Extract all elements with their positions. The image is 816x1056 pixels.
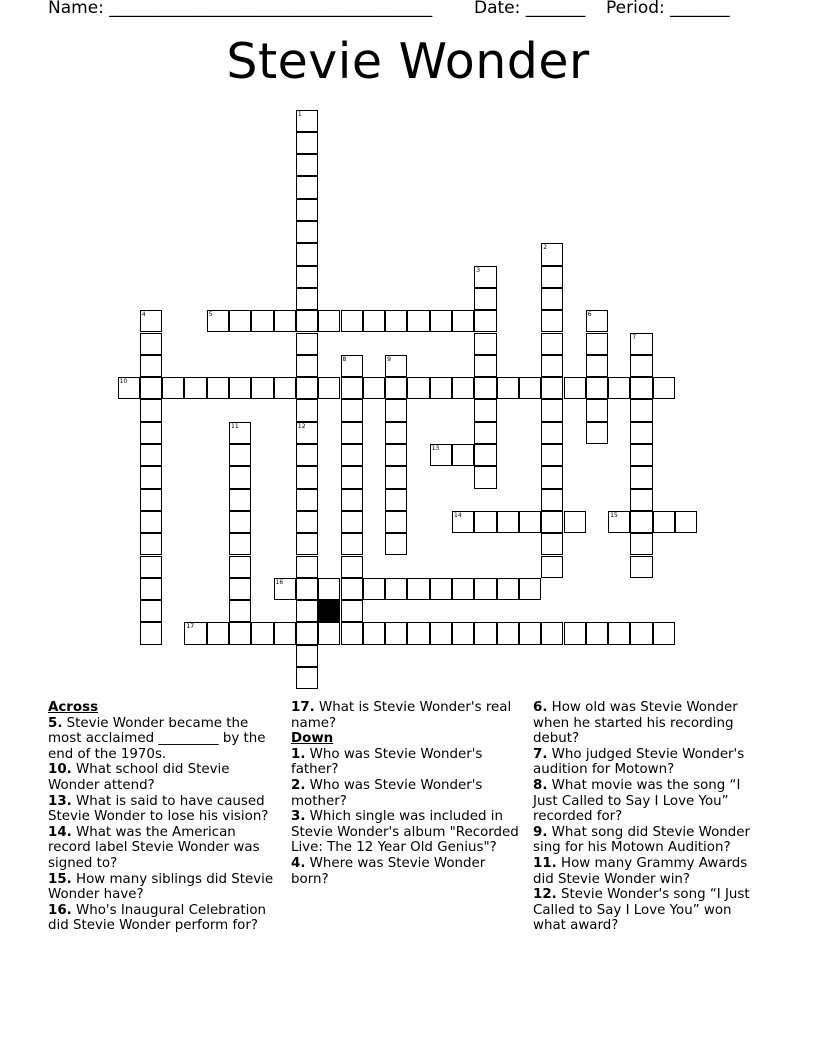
grid-cell[interactable] (385, 399, 407, 421)
grid-cell[interactable] (251, 310, 273, 332)
grid-cell[interactable] (229, 622, 251, 644)
grid-cell[interactable] (140, 377, 162, 399)
grid-cell[interactable] (229, 489, 251, 511)
grid-cell[interactable] (296, 310, 318, 332)
grid-cell[interactable] (497, 578, 519, 600)
grid-cell[interactable] (497, 377, 519, 399)
clue-down-2: 2. Who was Stevie Wonder's mother? (291, 777, 483, 809)
grid-cell[interactable] (296, 132, 318, 154)
grid-cell[interactable] (564, 377, 586, 399)
grid-cell[interactable] (341, 622, 363, 644)
grid-cell[interactable] (630, 377, 652, 399)
grid-cell[interactable] (630, 444, 652, 466)
grid-cell[interactable] (541, 333, 563, 355)
puzzle-title: Stevie Wonder (226, 33, 590, 90)
grid-cell[interactable] (296, 154, 318, 176)
grid-cell[interactable] (541, 444, 563, 466)
grid-cell[interactable] (341, 399, 363, 421)
grid-cell[interactable] (541, 377, 563, 399)
grid-cell[interactable] (541, 355, 563, 377)
grid-cell[interactable] (430, 578, 452, 600)
grid-cell[interactable] (630, 466, 652, 488)
cell-number: 12 (297, 422, 306, 430)
clue-across-17: 17. What is Stevie Wonder's real name? (291, 700, 512, 731)
cell-number: 8 (342, 355, 347, 363)
grid-cell[interactable] (318, 578, 340, 600)
cell-number: 4 (141, 311, 146, 319)
grid-cell[interactable] (541, 310, 563, 332)
clue-column-1 (48, 700, 280, 934)
cell-number: 5 (208, 311, 213, 319)
grid-cell[interactable] (296, 399, 318, 421)
grid-cell[interactable] (296, 489, 318, 511)
clue-down-7: 7. Who judged Stevie Wonder's audition for Motown? (533, 746, 745, 778)
grid-cell[interactable] (341, 489, 363, 511)
grid-cell[interactable] (296, 600, 318, 622)
grid-cell[interactable] (630, 556, 652, 578)
grid-cell[interactable] (296, 422, 318, 444)
grid-cell[interactable] (274, 578, 296, 600)
grid-cell[interactable] (118, 377, 140, 399)
grid-cell[interactable] (430, 622, 452, 644)
grid-cell[interactable] (519, 622, 541, 644)
grid-cell[interactable] (140, 399, 162, 421)
grid-cell[interactable] (296, 355, 318, 377)
down-heading: Down (291, 731, 334, 747)
grid-cell[interactable] (318, 310, 340, 332)
grid-cell[interactable] (363, 377, 385, 399)
grid-cell[interactable] (608, 511, 630, 533)
grid-cell[interactable] (296, 645, 318, 667)
cell-number: 3 (476, 266, 481, 274)
grid-cell[interactable] (564, 622, 586, 644)
date-field-label: Date: _______ (474, 0, 586, 18)
grid-cell[interactable] (474, 266, 496, 288)
grid-cell[interactable] (296, 176, 318, 198)
grid-cell[interactable] (541, 489, 563, 511)
grid-cell[interactable] (385, 355, 407, 377)
grid-cell[interactable] (541, 533, 563, 555)
grid-cell[interactable] (341, 310, 363, 332)
grid-cell[interactable] (474, 310, 496, 332)
grid-cell[interactable] (630, 422, 652, 444)
grid-cell[interactable] (630, 533, 652, 555)
grid-cell[interactable] (229, 511, 251, 533)
cell-number: 10 (119, 378, 128, 386)
grid-cell[interactable] (140, 422, 162, 444)
grid-cell[interactable] (385, 422, 407, 444)
grid-cell[interactable] (341, 578, 363, 600)
grid-cell[interactable] (586, 310, 608, 332)
grid-cell[interactable] (229, 310, 251, 332)
clue-down-11: 11. How many Grammy Awards did Stevie Wonder win? (533, 855, 748, 887)
cell-number: 13 (431, 445, 440, 452)
grid-cell[interactable] (341, 556, 363, 578)
clue-down-1: 1. Who was Stevie Wonder's father? (291, 746, 483, 778)
grid-cell[interactable] (474, 377, 496, 399)
grid-cell[interactable] (385, 466, 407, 488)
clue-across-10: 10. What school did Stevie Wonder attend? (48, 762, 230, 793)
grid-cell[interactable] (519, 578, 541, 600)
grid-cell[interactable] (474, 466, 496, 488)
grid-cell[interactable] (474, 422, 496, 444)
grid-cell[interactable] (140, 333, 162, 355)
grid-cell[interactable] (318, 622, 340, 644)
grid-cell[interactable] (385, 533, 407, 555)
grid-cell[interactable] (341, 466, 363, 488)
grid-cell[interactable] (363, 310, 385, 332)
grid-cell[interactable] (229, 422, 251, 444)
grid-cell[interactable] (274, 622, 296, 644)
grid-cell[interactable] (385, 622, 407, 644)
cell-number: 17 (186, 623, 195, 631)
grid-cell[interactable] (251, 622, 273, 644)
grid-cell[interactable] (341, 444, 363, 466)
grid-cell[interactable] (430, 310, 452, 332)
grid-cell[interactable] (608, 622, 630, 644)
cell-number: 15 (610, 511, 618, 519)
grid-cell[interactable] (296, 444, 318, 466)
cell-number: 16 (275, 578, 284, 586)
grid-cell[interactable] (140, 533, 162, 555)
grid-cell[interactable] (541, 466, 563, 488)
grid-cell[interactable] (407, 622, 429, 644)
grid-cell[interactable] (497, 622, 519, 644)
grid-cell[interactable] (296, 333, 318, 355)
grid-cell[interactable] (541, 622, 563, 644)
grid-cell[interactable] (452, 578, 474, 600)
clue-down-3: 3. Which single was included in Stevie Wonder's album "Recorded Live: The 12 Year Old Genius"? (291, 809, 519, 856)
grid-cell[interactable] (296, 377, 318, 399)
cell-number: 2 (543, 244, 548, 252)
grid-cell[interactable] (519, 511, 541, 533)
grid-cell[interactable] (140, 355, 162, 377)
grid-cell[interactable] (586, 377, 608, 399)
grid-cell[interactable] (363, 578, 385, 600)
grid-cell[interactable] (385, 310, 407, 332)
grid-cell[interactable] (251, 377, 273, 399)
cell-number: 11 (231, 422, 239, 430)
grid-cell[interactable] (474, 355, 496, 377)
grid-cell[interactable] (140, 622, 162, 644)
grid-cell[interactable] (229, 377, 251, 399)
cell-number: 1 (297, 110, 302, 118)
clue-across-13: 13. What is said to have caused Stevie Wonder to lose his vision? (48, 793, 269, 825)
grid-cell[interactable] (184, 622, 206, 644)
cell-number: 14 (454, 511, 462, 519)
clue-down-4: 4. Where was Stevie Wonder born? (291, 855, 486, 887)
grid-cell[interactable] (452, 310, 474, 332)
grid-cell[interactable] (385, 444, 407, 466)
clue-across-16: 16. Who's Inaugural Celebration did Stevie Wonder perform for? (48, 902, 267, 934)
grid-cell[interactable] (140, 556, 162, 578)
grid-cell[interactable] (407, 578, 429, 600)
grid-cell[interactable] (519, 377, 541, 399)
grid-cell[interactable] (274, 310, 296, 332)
grid-cell[interactable] (497, 511, 519, 533)
grid-cell[interactable] (341, 355, 363, 377)
clue-column-2 (291, 700, 523, 887)
grid-cell[interactable] (452, 622, 474, 644)
grid-cell[interactable] (296, 110, 318, 132)
grid-cell[interactable] (341, 511, 363, 533)
grid-cell[interactable] (541, 556, 563, 578)
grid-cell[interactable] (586, 622, 608, 644)
grid-cell[interactable] (474, 622, 496, 644)
black-square (318, 600, 340, 622)
grid-cell[interactable] (341, 600, 363, 622)
grid-cell[interactable] (140, 466, 162, 488)
grid-cell[interactable] (586, 422, 608, 444)
grid-cell[interactable] (385, 578, 407, 600)
grid-cell[interactable] (207, 377, 229, 399)
grid-cell[interactable] (630, 333, 652, 355)
grid-cell[interactable] (385, 511, 407, 533)
cell-number: 6 (587, 311, 592, 319)
cell-number: 9 (387, 355, 391, 363)
grid-cell[interactable] (207, 622, 229, 644)
grid-cell[interactable] (229, 578, 251, 600)
grid-cell[interactable] (296, 466, 318, 488)
grid-cell[interactable] (162, 377, 184, 399)
grid-cell[interactable] (630, 622, 652, 644)
clue-column-3 (533, 700, 765, 934)
across-heading: Across (48, 700, 99, 715)
grid-cell[interactable] (363, 622, 385, 644)
grid-cell[interactable] (608, 377, 630, 399)
grid-cell[interactable] (229, 600, 251, 622)
grid-cell[interactable] (541, 288, 563, 310)
grid-cell[interactable] (653, 511, 675, 533)
grid-cell[interactable] (140, 600, 162, 622)
grid-cell[interactable] (653, 377, 675, 399)
grid-cell[interactable] (296, 288, 318, 310)
grid-cell[interactable] (229, 556, 251, 578)
grid-cell[interactable] (541, 511, 563, 533)
grid-cell[interactable] (474, 511, 496, 533)
grid-cell[interactable] (318, 377, 340, 399)
grid-cell[interactable] (296, 221, 318, 243)
clue-across-15: 15. How many siblings did Stevie Wonder have? (48, 871, 274, 903)
grid-cell[interactable] (564, 511, 586, 533)
grid-cell[interactable] (430, 377, 452, 399)
clue-down-6: 6. How old was Stevie Wonder when he started his recording debut? (533, 700, 738, 747)
period-field-label: Period: _______ (606, 0, 730, 18)
clue-across-14: 14. What was the American record label Stevie Wonder was signed to? (48, 824, 260, 871)
grid-cell[interactable] (630, 399, 652, 421)
grid-cell[interactable] (474, 288, 496, 310)
grid-cell[interactable] (341, 422, 363, 444)
grid-cell[interactable] (385, 489, 407, 511)
grid-cell[interactable] (474, 333, 496, 355)
grid-cell[interactable] (296, 667, 318, 689)
name-field-label: Name: ______________________________________ (48, 0, 433, 18)
cell-number: 7 (632, 333, 637, 341)
grid-cell[interactable] (630, 355, 652, 377)
grid-cell[interactable] (586, 399, 608, 421)
clue-down-8: 8. What movie was the song “I Just Called to Say I Love You” recorded for? (533, 777, 741, 825)
grid-cell[interactable] (296, 622, 318, 644)
grid-cell[interactable] (675, 511, 697, 533)
grid-cell[interactable] (630, 489, 652, 511)
grid-cell[interactable] (653, 622, 675, 644)
grid-cell[interactable] (229, 466, 251, 488)
grid-cell[interactable] (341, 377, 363, 399)
grid-cell[interactable] (541, 266, 563, 288)
grid-cell[interactable] (184, 377, 206, 399)
grid-cell[interactable] (452, 377, 474, 399)
grid-cell[interactable] (274, 377, 296, 399)
grid-cell[interactable] (407, 377, 429, 399)
grid-cell[interactable] (140, 511, 162, 533)
grid-cell[interactable] (430, 444, 452, 466)
grid-cell[interactable] (474, 578, 496, 600)
clue-down-12: 12. Stevie Wonder's song “I Just Called to Say I Love You” won what award? (533, 887, 750, 934)
grid-cell[interactable] (452, 511, 474, 533)
grid-cell[interactable] (407, 310, 429, 332)
grid-cell[interactable] (229, 444, 251, 466)
clue-across-5: 5. Stevie Wonder became the most acclaimed _________ by the end of the 1970s. (48, 715, 266, 762)
grid-cell[interactable] (474, 399, 496, 421)
grid-cell[interactable] (296, 533, 318, 555)
grid-cell[interactable] (452, 444, 474, 466)
grid-cell[interactable] (296, 266, 318, 288)
grid-cell[interactable] (296, 556, 318, 578)
grid-cell[interactable] (296, 578, 318, 600)
grid-cell[interactable] (140, 444, 162, 466)
clue-down-9: 9. What song did Stevie Wonder sing for his Motown Audition? (533, 824, 751, 856)
grid-cell[interactable] (140, 489, 162, 511)
grid-cell[interactable] (586, 355, 608, 377)
grid-cell[interactable] (385, 377, 407, 399)
grid-cell[interactable] (296, 511, 318, 533)
grid-cell[interactable] (541, 399, 563, 421)
grid-cell[interactable] (296, 243, 318, 265)
grid-cell[interactable] (541, 422, 563, 444)
grid-cell[interactable] (229, 533, 251, 555)
grid-cell[interactable] (341, 533, 363, 555)
grid-cell[interactable] (140, 578, 162, 600)
grid-cell[interactable] (630, 511, 652, 533)
grid-cell[interactable] (586, 333, 608, 355)
grid-cell[interactable] (474, 444, 496, 466)
grid-cell[interactable] (140, 310, 162, 332)
grid-cell[interactable] (296, 199, 318, 221)
grid-cell[interactable] (207, 310, 229, 332)
grid-cell[interactable] (541, 243, 563, 265)
